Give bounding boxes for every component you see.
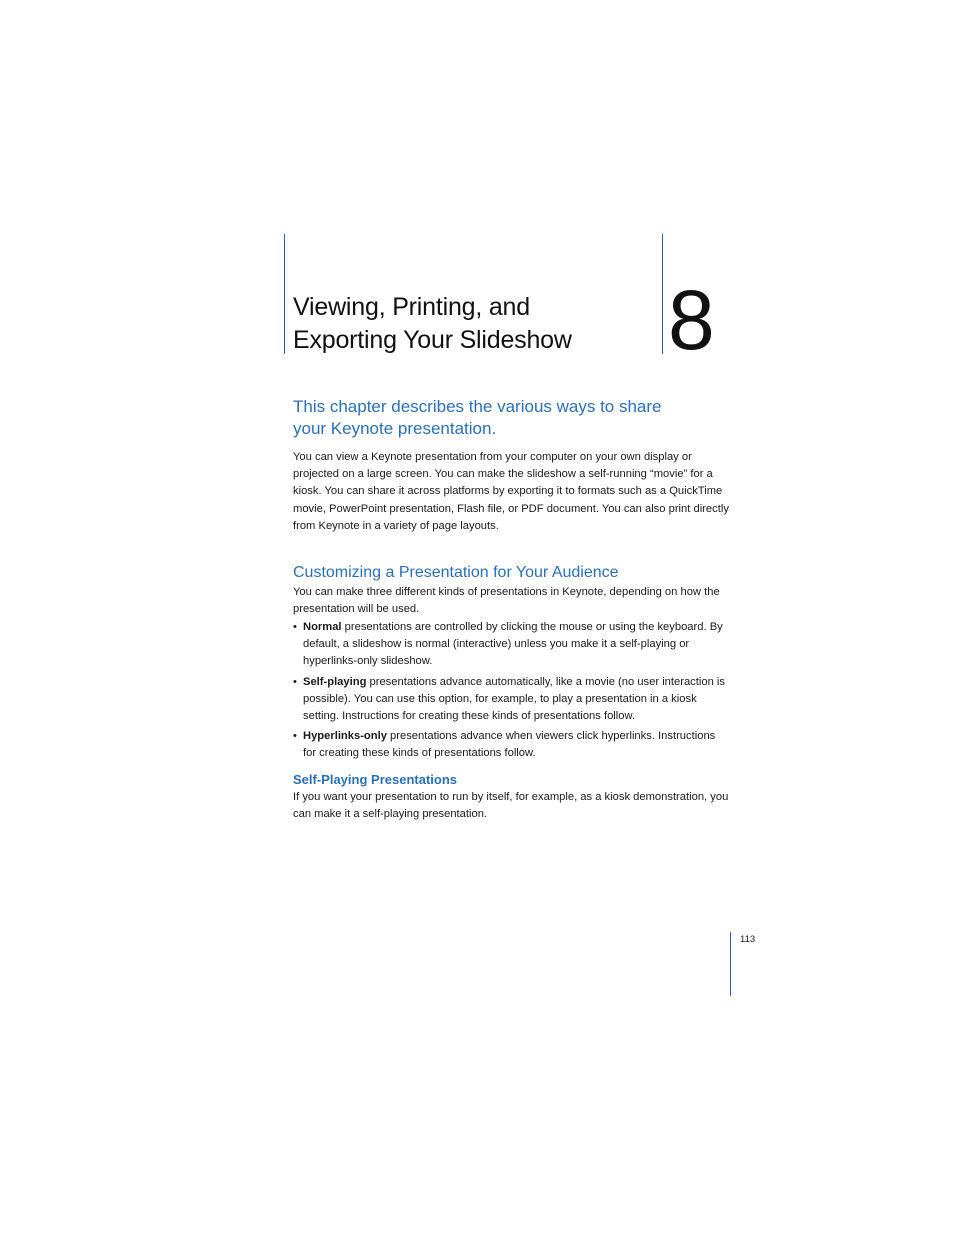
- intro-paragraph: You can view a Keynote presentation from your computer on your own display or projected on a large screen. You can make the slideshow a self-running “movie” for a kiosk. You can share it across platforms by exporting it to formats such as a QuickTime movie, PowerPoint presentation, Flash file, or PDF document. You can also print directly from Keynote in a variety of page layouts.: [293, 451, 729, 532]
- bullet-text: presentations advance automatically, like a movie (no user interaction is possible). You can use this option, for example, to play a presentation in a kiosk setting. Instructions for creating these kinds of presentations follow.: [303, 675, 726, 723]
- section-heading: Customizing a Presentation for Your Audience: [293, 564, 619, 581]
- footer-rule: [730, 932, 731, 996]
- chapter-title-line2: Exporting Your Slideshow: [293, 326, 572, 354]
- bullet-mark: •: [293, 621, 297, 633]
- subsection-paragraph: If you want your presentation to run by itself, for example, as a kiosk demonstration, you can make it a self-playing presentation.: [293, 791, 729, 821]
- bullet-mark: •: [293, 675, 297, 688]
- list-item-self-playing: [293, 674, 729, 726]
- subsection-heading: Self-Playing Presentations: [293, 772, 457, 787]
- bullet-mark: •: [293, 730, 297, 743]
- chapter-rule-right: [662, 234, 663, 354]
- bullet-text: presentations are controlled by clicking the mouse or using the keyboard. By default, a slideshow is normal (interactive) unless you make it a self-playing or hyperlinks-only slideshow.: [303, 621, 723, 668]
- intro-heading-line2: your Keynote presentation.: [293, 419, 497, 438]
- list-item-hyperlinks-only: [293, 728, 729, 762]
- section-paragraph: You can make three different kinds of presentations in Keynote, depending on how the presentation will be used.: [293, 586, 720, 616]
- page-number: 113: [740, 934, 756, 945]
- intro-heading-line1: This chapter describes the various ways to share: [293, 397, 662, 416]
- bullet-term: Normal: [303, 621, 342, 633]
- list-item-normal: [293, 619, 729, 671]
- bullet-text: presentations advance when viewers click hyperlinks. Instructions for creating these kinds of presentations follow.: [303, 730, 716, 760]
- bullet-term: Self-playing: [303, 675, 367, 688]
- presentation-types-list: [293, 619, 729, 766]
- intro-heading: [293, 396, 713, 440]
- chapter-number: 8: [668, 273, 715, 367]
- chapter-rule-left: [284, 234, 285, 354]
- bullet-term: Hyperlinks-only: [303, 730, 387, 743]
- chapter-title: [293, 291, 653, 357]
- chapter-title-line1: Viewing, Printing, and: [293, 293, 530, 321]
